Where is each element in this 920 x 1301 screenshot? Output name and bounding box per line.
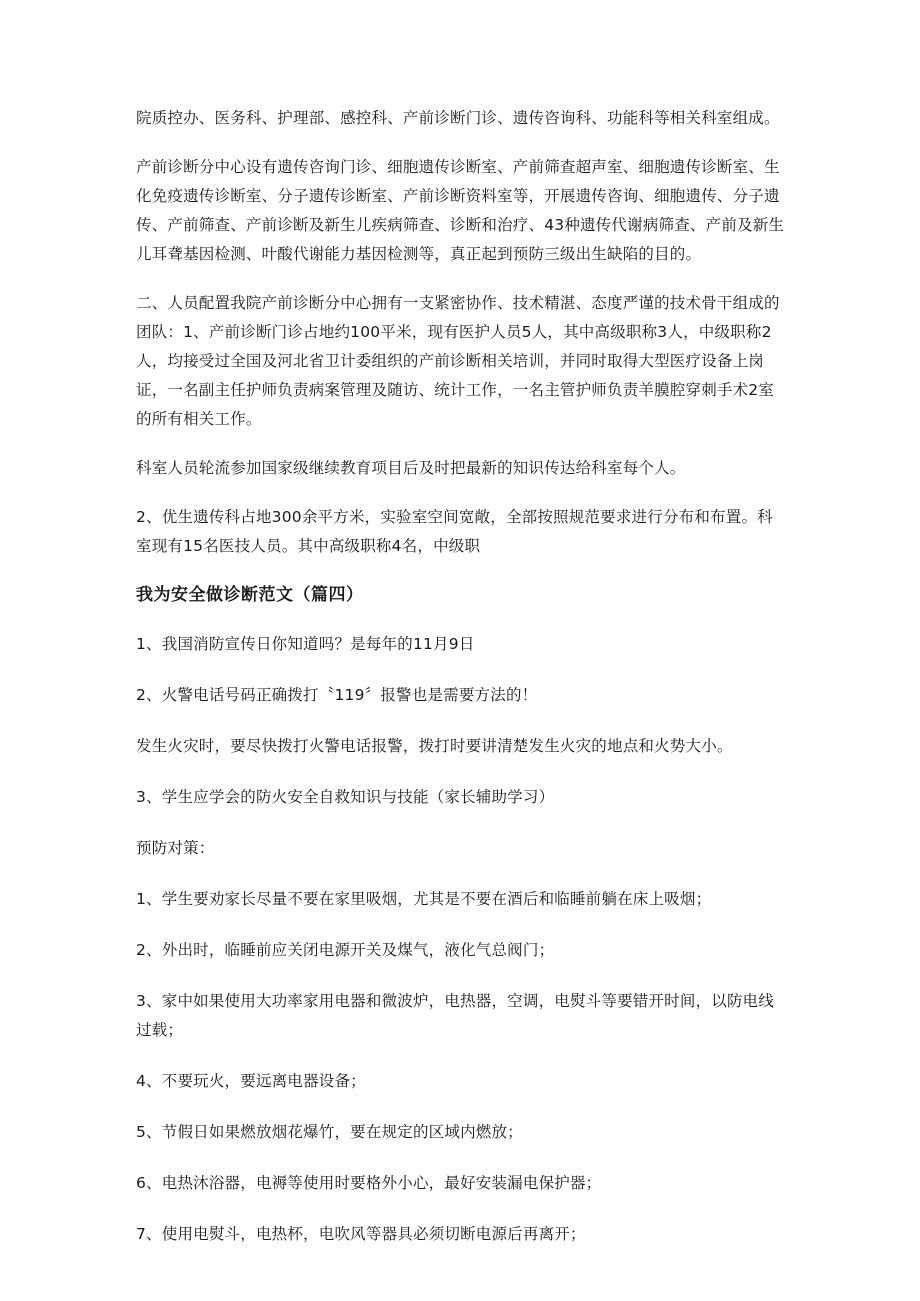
paragraph-prenatal-center: 产前诊断分中心设有遗传咨询门诊、细胞遗传诊断室、产前筛查超声室、细胞遗传诊断室、生化免疫遗传诊断室、分子遗传诊断室、产前诊断资料室等，开展遗传咨询、细胞遗传、分子遗传、产前筛查、产前诊断及新生儿疾病筛查、诊断和治疗、43种遗传代谢病筛查、产前及新生儿耳聋基因检测、叶酸代谢能力基因检测等，真正起到预防三级出生缺陷的目的。	[136, 158, 785, 263]
list-item: 3、学生应学会的防火安全自救知识与技能（家长辅助学习）	[136, 788, 555, 806]
list-item: 6、电热沐浴器，电褥等使用时要格外小心，最好安装漏电保护器；	[136, 1174, 602, 1192]
paragraph-departments: 院质控办、医务科、护理部、感控科、产前诊断门诊、遗传咨询科、功能科等相关科室组成。	[136, 109, 780, 127]
list-item: 2、外出时，临睡前应关闭电源开关及煤气，液化气总阀门；	[136, 941, 555, 959]
list-item: 预防对策：	[136, 839, 215, 857]
list-item: 1、学生要劝家长尽量不要在家里吸烟，尤其是不要在酒后和临睡前躺在床上吸烟；	[136, 890, 712, 908]
list-item: 发生火灾时，要尽快拨打火警电话报警，拨打时要讲清楚发生火灾的地点和火势大小。	[136, 737, 733, 755]
paragraph-training: 科室人员轮流参加国家级继续教育项目后及时把最新的知识传达给科室每个人。	[136, 459, 686, 477]
list-item: 5、节假日如果燃放烟花爆竹，要在规定的区域内燃放；	[136, 1123, 523, 1141]
list-item: 2、火警电话号码正确拨打〝119〞报警也是需要方法的！	[136, 686, 538, 704]
section-heading: 我为安全做诊断范文（篇四）	[136, 585, 364, 605]
list-item: 4、不要玩火，要远离电器设备；	[136, 1072, 366, 1090]
list-item: 1、我国消防宣传日你知道吗？是每年的11月9日	[136, 635, 475, 653]
list-item: 7、使用电熨斗，电热杯，电吹风等器具必须切断电源后再离开；	[136, 1225, 586, 1243]
list-item: 3、家中如果使用大功率家用电器和微波炉，电热器，空调，电熨斗等要错开时间，以防电线过载；	[136, 992, 775, 1039]
paragraph-staffing: 二、人员配置我院产前诊断分中心拥有一支紧密协作、技术精湛、态度严谨的技术骨干组成的团队：1、产前诊断门诊占地约100平米，现有医护人员5人，其中高级职称3人，中级职称2人，均接受过全国及河北省卫计委组织的产前诊断相关培训，并同时取得大型医疗设备上岗证，一名副主任护师负责病案管理及随访、统计工作，一名主管护师负责羊膜腔穿刺手术2室的所有相关工作。	[136, 294, 780, 428]
paragraph-genetics-dept: 2、优生遗传科占地300余平方米，实验室空间宽敞，全部按照规范要求进行分布和布置。科室现有15名医技人员。其中高级职称4名，中级职	[136, 508, 773, 555]
document-page	[136, 104, 786, 1271]
